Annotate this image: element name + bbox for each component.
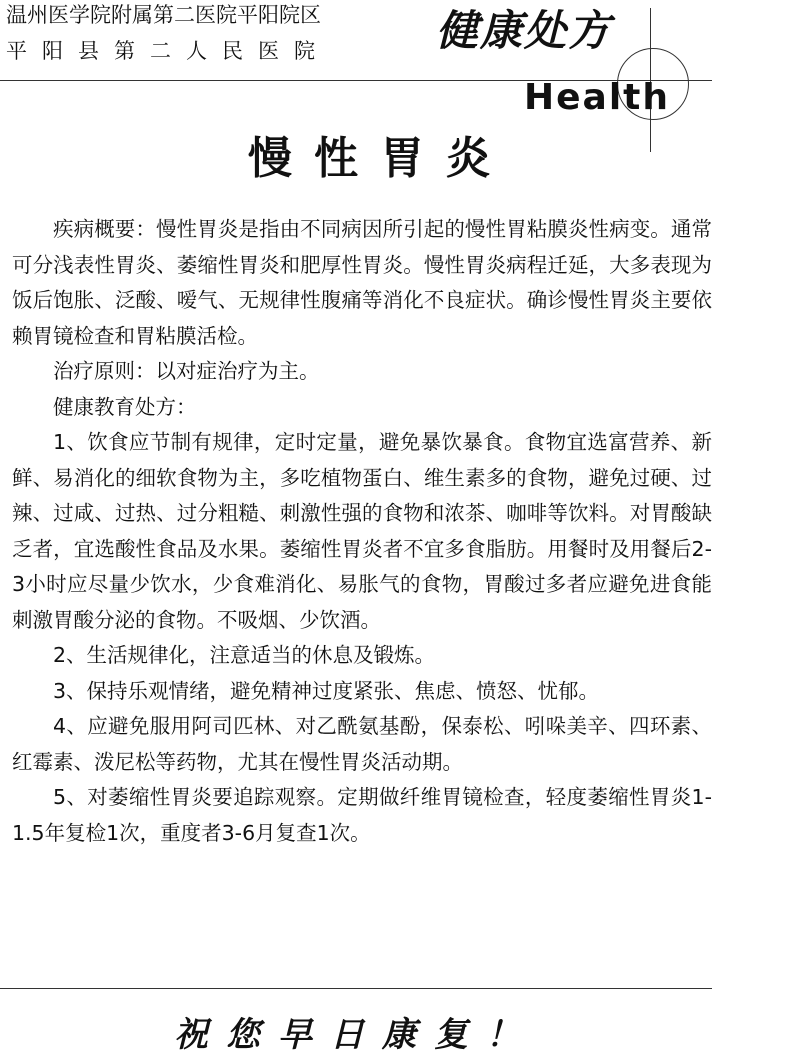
footer-blessing: 祝您早日康复！	[174, 1015, 538, 1055]
article-body	[12, 212, 712, 851]
footer-divider	[0, 988, 712, 989]
paragraph-item-2: 2、生活规律化，注意适当的休息及锻炼。	[53, 643, 436, 667]
health-label: Health	[524, 77, 671, 118]
hospital-name-line2: 平阳县第二人民医院	[6, 39, 330, 63]
paragraph-item-5: 5、对萎缩性胃炎要追踪观察。定期做纤维胃镜检查，轻度萎缩性胃炎1-1.5年复检1次，重度者3-6月复查1次。	[12, 785, 712, 845]
paragraph-item-4: 4、应避免服用阿司匹林、对乙酰氨基酚，保泰松、吲哚美辛、四环素、红霉素、泼尼松等药物，尤其在慢性胃炎活动期。	[12, 714, 712, 774]
paragraph-treatment-principle: 治疗原则：以对症治疗为主。	[53, 359, 320, 383]
hospital-name-line1: 温州医学院附属第二医院平阳院区	[6, 3, 321, 27]
paragraph-item-1: 1、饮食应节制有规律，定时定量，避免暴饮暴食。食物宜选富营养、新鲜、易消化的细软食物为主，多吃植物蛋白、维生素多的食物，避免过硬、过辣、过咸、过热、过分粗糙、刺激性强的食物和浓茶、咖啡等饮料。对胃酸缺乏者，宜选酸性食品及水果。萎缩性胃炎者不宜多食脂肪。用餐时及用餐后2-3小时应尽量少饮水，少食难消化、易胀气的食物，胃酸过多者应避免进食能刺激胃酸分泌的食物。不吸烟、少饮酒。	[12, 430, 712, 632]
paragraph-overview: 疾病概要：慢性胃炎是指由不同病因所引起的慢性胃粘膜炎性病变。通常可分浅表性胃炎、萎缩性胃炎和肥厚性胃炎。慢性胃炎病程迁延，大多表现为饭后饱胀、泛酸、嗳气、无规律性腹痛等消化不良症状。确诊慢性胃炎主要依赖胃镜检查和胃粘膜活检。	[12, 217, 712, 348]
page-title: 慢性胃炎	[248, 133, 512, 184]
paragraph-education-heading: 健康教育处方：	[53, 394, 197, 419]
brand-title: 健康处方	[436, 6, 613, 55]
paragraph-item-3: 3、保持乐观情绪，避免精神过度紧张、焦虑、愤怒、忧郁。	[53, 678, 600, 703]
